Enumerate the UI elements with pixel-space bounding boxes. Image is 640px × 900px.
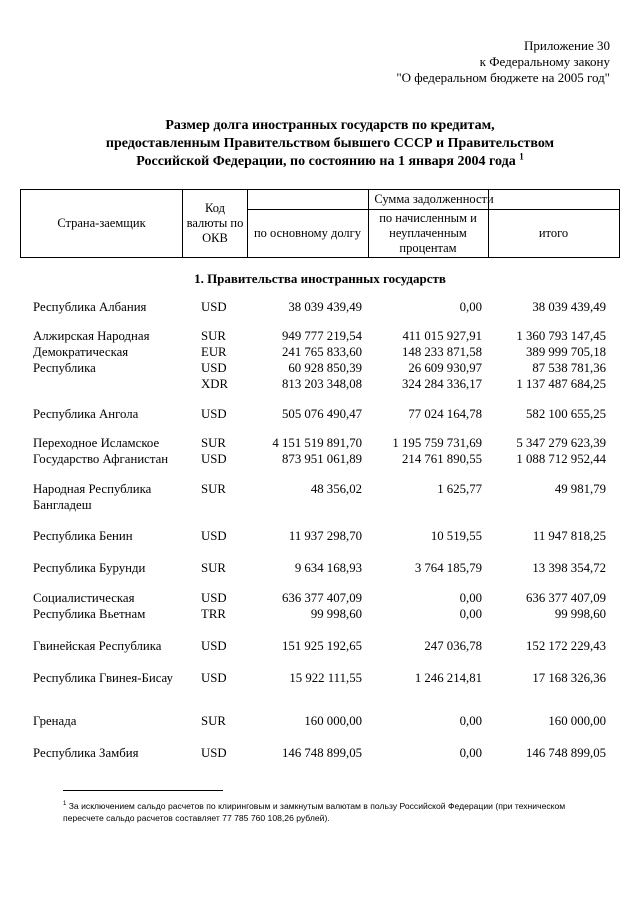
- row-interest: 1 625,77: [437, 482, 482, 496]
- row-currency-code: USD: [201, 671, 227, 685]
- table-row: [0, 590, 640, 606]
- table-row: [0, 435, 640, 451]
- row-country: Переходное Исламское: [33, 436, 160, 450]
- row-total: 38 039 439,49: [532, 300, 606, 314]
- annex-line-2: к Федеральному закону: [479, 54, 610, 69]
- header-country: Страна-заемщик: [57, 216, 146, 230]
- row-currency-code: USD: [201, 639, 227, 653]
- row-interest: 148 233 871,58: [402, 345, 482, 359]
- row-interest: 10 519,55: [430, 529, 482, 543]
- row-interest: 0,00: [459, 746, 482, 760]
- header-principal: по основному долгу: [253, 226, 362, 240]
- row-country: Республика Бенин: [33, 529, 133, 543]
- footnote-mark: 1: [63, 801, 67, 807]
- row-principal: 48 356,02: [310, 482, 362, 496]
- row-principal: 146 748 899,05: [282, 746, 362, 760]
- row-total: 146 748 899,05: [526, 746, 606, 760]
- row-principal: 4 151 519 891,70: [272, 436, 362, 450]
- annex-line-1: Приложение 30: [523, 38, 610, 53]
- row-total: 99 998,60: [554, 607, 606, 621]
- row-currency-code: EUR: [201, 345, 227, 359]
- row-country: Государство Афганистан: [33, 452, 169, 466]
- table-row: [0, 328, 640, 344]
- row-principal: 241 765 833,60: [282, 345, 362, 359]
- row-interest: 26 609 930,97: [408, 361, 482, 375]
- table-row: [0, 360, 640, 376]
- row-principal: 38 039 439,49: [288, 300, 362, 314]
- annex-reference: [396, 38, 610, 86]
- row-country: Демократическая: [33, 345, 129, 359]
- row-interest: 1 246 214,81: [414, 671, 482, 685]
- row-total: 1 360 793 147,45: [516, 329, 606, 343]
- row-interest: 324 284 336,17: [402, 377, 482, 391]
- row-currency-code: USD: [201, 529, 227, 543]
- row-total: 5 347 279 623,39: [516, 436, 606, 450]
- title-footnote-mark: 1: [519, 151, 524, 162]
- document-title: [60, 117, 600, 171]
- row-principal: 873 951 061,89: [282, 452, 362, 466]
- row-country: Республика Албания: [33, 300, 147, 314]
- row-total: 582 100 655,25: [526, 407, 606, 421]
- row-country: Республика Ангола: [33, 407, 139, 421]
- header-total: итого: [538, 226, 569, 240]
- row-currency-code: SUR: [201, 561, 226, 575]
- row-principal: 11 937 298,70: [288, 529, 362, 543]
- row-principal: 60 928 850,39: [288, 361, 362, 375]
- section-title: 1. Правительства иностранных государств: [194, 271, 446, 286]
- row-country: Социалистическая: [33, 591, 135, 605]
- row-interest: 0,00: [459, 714, 482, 728]
- row-principal: 15 922 111,55: [289, 671, 362, 685]
- title-line-2: предоставленным Правительством бывшего СССР и Правительством: [105, 136, 555, 151]
- row-total: 1 088 712 952,44: [516, 452, 606, 466]
- table-row: [0, 560, 640, 576]
- row-currency-code: SUR: [201, 714, 226, 728]
- row-country: Бангладеш: [33, 498, 92, 512]
- row-currency-code: USD: [201, 361, 227, 375]
- header-interest: по начисленным и неуплаченным процентам: [379, 211, 477, 255]
- row-total: 1 137 487 684,25: [516, 377, 606, 391]
- row-principal: 99 998,60: [310, 607, 362, 621]
- row-principal: 636 377 407,09: [282, 591, 362, 605]
- row-principal: 9 634 168,93: [294, 561, 362, 575]
- row-country: Республика Вьетнам: [33, 607, 146, 621]
- row-interest: 247 036,78: [424, 639, 482, 653]
- row-currency-code: SUR: [201, 482, 226, 496]
- row-currency-code: SUR: [201, 436, 226, 450]
- row-currency-code: SUR: [201, 329, 226, 343]
- table-row: [0, 638, 640, 654]
- row-interest: 411 015 927,91: [402, 329, 482, 343]
- title-line-3-text: Российской Федерации, по состоянию на 1 января 2004 года: [136, 154, 516, 169]
- row-country: Народная Республика: [33, 482, 152, 496]
- row-interest: 214 761 890,55: [402, 452, 482, 466]
- row-currency-code: USD: [201, 300, 227, 314]
- annex-line-3: "О федеральном бюджете на 2005 год": [396, 70, 610, 85]
- row-currency-code: USD: [201, 407, 227, 421]
- row-country: Республика Бурунди: [33, 561, 146, 575]
- row-currency-code: USD: [201, 746, 227, 760]
- row-principal: 151 925 192,65: [282, 639, 362, 653]
- footnote: [63, 798, 583, 824]
- row-total: 87 538 781,36: [532, 361, 606, 375]
- row-interest: 77 024 164,78: [408, 407, 482, 421]
- table-row: [0, 481, 640, 497]
- row-total: 11 947 818,25: [532, 529, 606, 543]
- row-total: 152 172 229,43: [526, 639, 606, 653]
- row-currency-code: TRR: [201, 607, 226, 621]
- row-country: Алжирская Народная: [33, 329, 150, 343]
- title-line-3: [60, 153, 600, 171]
- header-debt-sum: Сумма задолженности: [374, 192, 494, 206]
- table-row: [0, 528, 640, 544]
- row-interest: 3 764 185,79: [414, 561, 482, 575]
- title-line-1: Размер долга иностранных государств по кредитам,: [165, 118, 495, 133]
- row-principal: 505 076 490,47: [282, 407, 362, 421]
- table-row: [0, 376, 640, 392]
- table-row: [0, 344, 640, 360]
- footnote-text: За исключением сальдо расчетов по клиринговым и замкнутым валютам в пользу Российской Федерации (при техническом пересчете сальдо расчетов составляет 77 785 760 108,26 рублей).: [63, 800, 566, 823]
- row-interest: 0,00: [459, 591, 482, 605]
- row-principal: 949 777 219,54: [282, 329, 362, 343]
- table-row: [0, 606, 640, 622]
- row-principal: 813 203 348,08: [282, 377, 362, 391]
- row-total: 389 999 705,18: [526, 345, 606, 359]
- row-total: 13 398 354,72: [532, 561, 606, 575]
- table-header: [20, 189, 620, 258]
- row-country: Гвинейская Республика: [33, 639, 162, 653]
- row-total: 17 168 326,36: [532, 671, 606, 685]
- table-row: [0, 299, 640, 315]
- row-currency-code: XDR: [201, 377, 229, 391]
- row-interest: 0,00: [459, 300, 482, 314]
- row-country: Республика Замбия: [33, 746, 139, 760]
- footnote-divider: [63, 790, 223, 791]
- row-currency-code: USD: [201, 591, 227, 605]
- table-row: [0, 745, 640, 761]
- header-currency-code: Код валюты по ОКВ: [186, 201, 244, 245]
- row-total: 636 377 407,09: [526, 591, 606, 605]
- row-country: Гренада: [33, 714, 77, 728]
- table-row: [0, 451, 640, 467]
- table-row: [0, 406, 640, 422]
- row-interest: 1 195 759 731,69: [392, 436, 482, 450]
- row-interest: 0,00: [459, 607, 482, 621]
- header-divider: [182, 190, 183, 257]
- row-country: Республика Гвинея-Бисау: [33, 671, 173, 685]
- row-currency-code: USD: [201, 452, 227, 466]
- table-row: [0, 497, 640, 513]
- row-principal: 160 000,00: [304, 714, 362, 728]
- table-row: [0, 670, 640, 686]
- row-total: 160 000,00: [548, 714, 606, 728]
- table-row: [0, 713, 640, 729]
- row-country: Республика: [33, 361, 96, 375]
- row-total: 49 981,79: [554, 482, 606, 496]
